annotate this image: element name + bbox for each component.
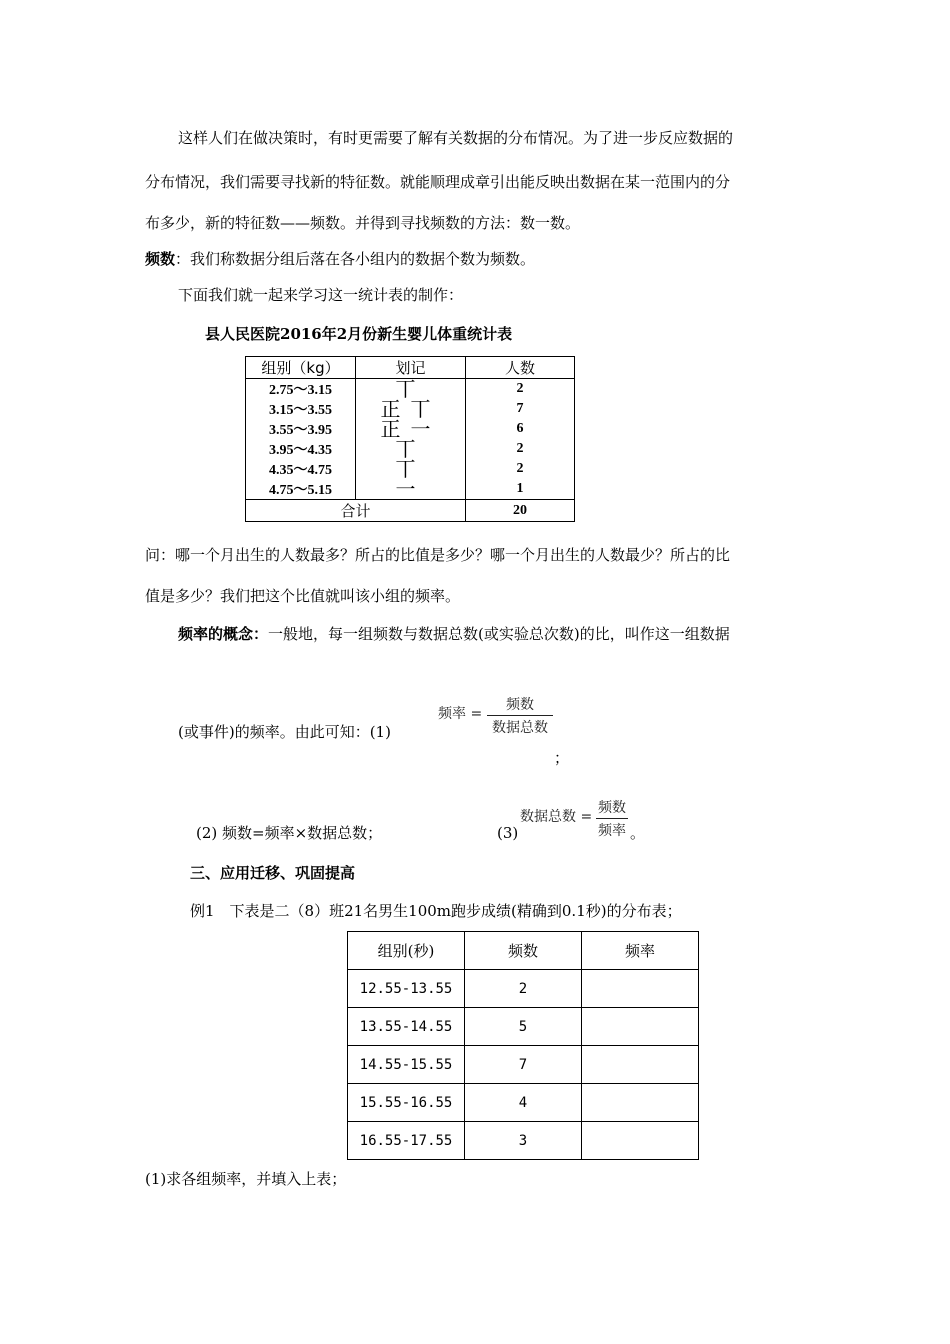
group-cell: 4.75～5.15 — [246, 479, 356, 500]
section-heading: 三、应用迁移、巩固提高 — [190, 864, 356, 882]
frequency-cell: 7 — [465, 1046, 582, 1084]
header-group: 组别（kg） — [246, 357, 356, 379]
table-header-row — [246, 357, 575, 379]
frequency-cell: 4 — [465, 1084, 582, 1122]
formula-3-label: (3) — [497, 824, 519, 842]
table-row — [348, 1008, 699, 1046]
tally-cell: 一 — [395, 477, 426, 501]
group-cell: 4.35～4.75 — [246, 459, 356, 479]
table-row — [246, 379, 575, 400]
question-line-1: 问：哪一个月出生的人数最多？所占的比值是多少？哪一个月出生的人数最少？所占的比 — [145, 546, 731, 564]
running-table — [347, 931, 699, 1160]
fraction-bar — [596, 818, 628, 819]
task-1-text: (1)求各组频率，并填入上表； — [145, 1170, 347, 1188]
group-cell: 3.55～3.95 — [246, 419, 356, 439]
count-cell: 2 — [466, 439, 575, 459]
intro-line-1: 这样人们在做决策时，有时更需要了解有关数据的分布情况。为了进一步反应数据的 — [178, 129, 734, 147]
group-cell: 15.55-16.55 — [348, 1084, 465, 1122]
table-row — [246, 399, 575, 419]
frequency-cell: 3 — [465, 1122, 582, 1160]
semicolon: ； — [554, 749, 570, 767]
lead-text: 下面我们就一起来学习这一统计表的制作： — [178, 286, 464, 304]
frequency-cell: 2 — [465, 970, 582, 1008]
rate-cell[interactable] — [582, 1122, 699, 1160]
formula-3-lhs: 数据总数 = — [520, 809, 593, 825]
tally-cell: 正一 — [380, 417, 441, 441]
rate-cell[interactable] — [582, 1008, 699, 1046]
table-row — [246, 459, 575, 479]
formula-2: (2) 频数=频率×数据总数； — [196, 824, 383, 842]
group-cell: 12.55-13.55 — [348, 970, 465, 1008]
table-row — [348, 1084, 699, 1122]
tally-cell: 丅 — [395, 437, 426, 461]
rate-cell[interactable] — [582, 970, 699, 1008]
intro-line-3: 布多少，新的特征数——频数。并得到寻找频数的方法：数一数。 — [145, 214, 581, 232]
table-row — [246, 439, 575, 459]
rate-definition-text: 一般地，每一组频数与数据总数(或实验总次数)的比，叫作这一组数据 — [268, 625, 730, 643]
group-cell: 14.55-15.55 — [348, 1046, 465, 1084]
header-frequency: 频数 — [465, 932, 582, 970]
table-row — [348, 970, 699, 1008]
formula-3-numerator: 频数 — [598, 800, 626, 816]
group-cell: 2.75～3.15 — [246, 379, 356, 400]
count-cell: 1 — [466, 479, 575, 500]
rate-definition-line-2: (或事件)的频率。由此可知：(1) — [178, 723, 391, 741]
formula-3-denominator: 频率 — [598, 823, 626, 839]
rate-cell[interactable] — [582, 1084, 699, 1122]
fraction-bar — [487, 715, 553, 716]
table-row — [246, 479, 575, 500]
intro-line-2: 分布情况，我们需要寻找新的特征数。就能顺理成章引出能反映出数据在某一范围内的分 — [145, 173, 731, 191]
rate-cell[interactable] — [582, 1046, 699, 1084]
frequency-definition — [145, 249, 535, 269]
frequency-term: 频数 — [145, 250, 176, 268]
example-1-text: 例1 下表是二（8）班21名男生100m跑步成绩(精确到0.1秒)的分布表； — [190, 902, 682, 920]
formula-1-numerator: 频数 — [506, 697, 534, 713]
formula-1-denominator: 数据总数 — [492, 720, 548, 736]
formula-3-fraction — [596, 797, 628, 840]
total-count: 20 — [466, 500, 575, 522]
header-tally: 划记 — [356, 357, 466, 379]
formula-1-lhs: 频率 = — [438, 706, 483, 722]
tally-cell: 正丅 — [380, 397, 441, 421]
total-row — [246, 500, 575, 522]
group-cell: 3.95～4.35 — [246, 439, 356, 459]
table-row — [348, 1122, 699, 1160]
weight-table — [245, 356, 575, 522]
table-row — [348, 1046, 699, 1084]
group-cell: 3.15～3.55 — [246, 399, 356, 419]
tally-cell: 丅 — [395, 377, 426, 401]
formula-3-end: 。 — [630, 824, 646, 842]
table-row — [246, 419, 575, 439]
tally-cell: 丅 — [395, 457, 426, 481]
rate-definition — [178, 624, 730, 644]
table-header-row — [348, 932, 699, 970]
rate-term: 频率的概念： — [178, 625, 269, 643]
header-group: 组别(秒) — [348, 932, 465, 970]
question-line-2: 值是多少？我们把这个比值就叫该小组的频率。 — [145, 587, 461, 605]
count-cell: 2 — [466, 379, 575, 400]
header-rate: 频率 — [582, 932, 699, 970]
frequency-cell: 5 — [465, 1008, 582, 1046]
total-label: 合计 — [246, 500, 466, 522]
count-cell: 6 — [466, 419, 575, 439]
count-cell: 2 — [466, 459, 575, 479]
frequency-definition-text: ：我们称数据分组后落在各小组内的数据个数为频数。 — [175, 250, 536, 268]
group-cell: 16.55-17.55 — [348, 1122, 465, 1160]
header-count: 人数 — [466, 357, 575, 379]
formula-1-fraction — [487, 694, 553, 737]
table1-title: 县人民医院2016年2月份新生婴儿体重统计表 — [205, 325, 513, 343]
count-cell: 7 — [466, 399, 575, 419]
group-cell: 13.55-14.55 — [348, 1008, 465, 1046]
